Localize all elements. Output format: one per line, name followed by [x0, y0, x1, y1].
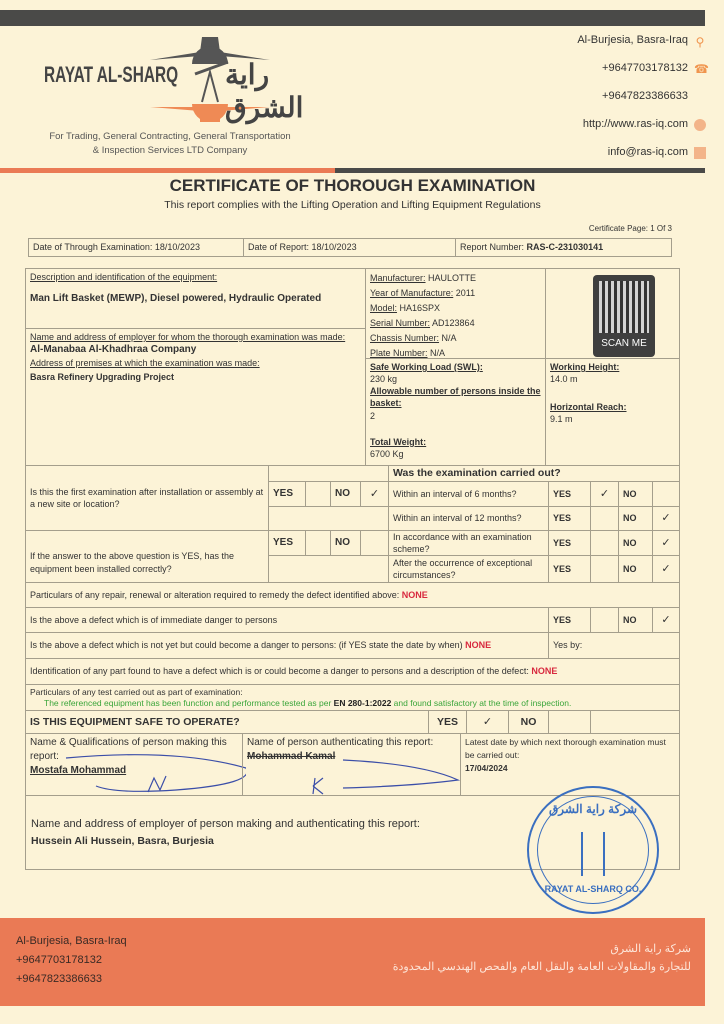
- load-cell: [365, 358, 546, 466]
- page-subtitle: This report complies with the Lifting Operation and Lifting Equipment Regulations: [164, 199, 541, 211]
- maker-label: Name & Qualifications of person making this report:: [30, 737, 227, 762]
- plate: N/A: [427, 348, 446, 358]
- qr-pattern-icon: [599, 281, 649, 333]
- immediate-yes-box[interactable]: [590, 607, 619, 633]
- installed-no-box[interactable]: [360, 530, 389, 556]
- exam-no-box[interactable]: ✓: [652, 555, 680, 583]
- year: 2011: [453, 288, 476, 298]
- next-exam-label: Latest date by which next thorough examination must be carried out:: [465, 737, 666, 760]
- not-yet-label: Is the above a defect which is not yet but could become a danger to persons: (if YES state the date by when): [30, 640, 463, 651]
- footer-contacts: [16, 932, 127, 989]
- next-exam-cell: [460, 733, 680, 796]
- stamp-text-en: RAYAT AL-SHARQ CO.: [544, 884, 642, 894]
- first-no: NO: [330, 481, 361, 507]
- first-exam-question: Is this the first examination after installation or assembly at a new site or location?: [25, 465, 269, 531]
- repair-row: [25, 582, 680, 608]
- swl-label: Safe Working Load (SWL):: [370, 362, 483, 372]
- divider-dark: [335, 168, 705, 173]
- installed-question: If the answer to the above question is YES, has the equipment been installed correctly?: [25, 530, 269, 583]
- premises-label: Address of premises at which the examination was made:: [30, 357, 260, 368]
- employer-name: Al-Manabaa Al-Khadhraa Company: [30, 344, 197, 356]
- tests-standard: EN 280-1:2022: [333, 698, 392, 708]
- header-address: Al-Burjesia, Basra-Iraq: [577, 34, 688, 46]
- not-yet-danger-row: [25, 632, 549, 659]
- exam-date: Date of Through Examination: 18/10/2023: [28, 238, 244, 257]
- immediate-yes: YES: [548, 607, 591, 633]
- header-phone-2: +9647823386633: [602, 90, 688, 102]
- installed-yes-box[interactable]: [305, 530, 331, 556]
- header-phone-1: +9647703178132: [602, 62, 688, 74]
- immediate-no: NO: [618, 607, 653, 633]
- identification-value: NONE: [531, 666, 558, 677]
- identification-row: [25, 658, 680, 685]
- divider-orange: [0, 168, 335, 173]
- manufacturer: HAULOTTE: [425, 273, 477, 283]
- model: HA16SPX: [397, 303, 441, 313]
- employer-cell: [25, 328, 366, 466]
- desc-label: Description and identification of the equipment:: [30, 272, 218, 282]
- immediate-danger-question: Is the above a defect which is of immediate danger to persons: [25, 607, 549, 633]
- height-cell: [545, 358, 680, 466]
- report-date: Date of Report: 18/10/2023: [243, 238, 456, 257]
- tests-text-2: and found satisfactory at the time of inspection.: [391, 698, 572, 708]
- maker-signature-icon: [56, 750, 246, 796]
- report-number-label: Report Number:: [460, 242, 525, 253]
- chassis: N/A: [439, 333, 457, 343]
- exam-heading: Was the examination carried out?: [388, 465, 680, 482]
- weight-label: Total Weight:: [370, 436, 427, 447]
- exam-no-box[interactable]: ✓: [652, 506, 680, 531]
- exam-yes-box[interactable]: [590, 506, 619, 531]
- exam-interval-question: In accordance with an examination scheme?: [388, 530, 549, 556]
- footer-arabic-desc: للتجارة والمقاولات العامة والنقل العام والفحص الهندسي المحدودة: [392, 961, 691, 973]
- authenticator-cell: [242, 733, 461, 796]
- blank-cell: [590, 710, 680, 734]
- exam-yes-label: YES: [548, 481, 591, 507]
- auth-name: Mohammad Kamal: [247, 751, 336, 762]
- envelope-icon: [694, 147, 706, 159]
- exam-interval-question: Within an interval of 6 months?: [388, 481, 549, 507]
- equipment-description: Man Lift Basket (MEWP), Diesel powered, Hydraulic Operated: [30, 293, 322, 305]
- header-email[interactable]: info@ras-iq.com: [607, 146, 688, 158]
- safe-yes-check[interactable]: ✓: [466, 710, 509, 734]
- exam-interval-question: Within an interval of 12 months?: [388, 506, 549, 531]
- height-label: Working Height:: [550, 362, 620, 372]
- reach-label: Horizontal Reach:: [550, 402, 627, 413]
- exam-no-box[interactable]: ✓: [652, 530, 680, 556]
- exam-no-label: NO: [618, 555, 653, 583]
- exam-no-label: NO: [618, 530, 653, 556]
- tagline-line-2: & Inspection Services LTD Company: [92, 145, 248, 156]
- plate-label: Plate Number:: [370, 348, 428, 358]
- exam-no-label: NO: [618, 506, 653, 531]
- footer-address: Al-Burjesia, Basra-Iraq: [16, 935, 127, 947]
- employer-label: Name and address of employer for whom the thorough examination was made:: [30, 332, 346, 342]
- safe-question: IS THIS EQUIPMENT SAFE TO OPERATE?: [25, 710, 429, 734]
- stamp-derrick-icon: [581, 832, 605, 876]
- model-label: Model:: [370, 303, 398, 313]
- first-yes: YES: [268, 481, 306, 507]
- immediate-no-check[interactable]: ✓: [652, 607, 680, 633]
- weight: 6700 Kg: [370, 448, 404, 459]
- tagline: [30, 130, 310, 158]
- employer-person: Hussein Ali Hussein, Basra, Burjesia: [31, 835, 214, 847]
- premises: Basra Refinery Upgrading Project: [30, 371, 175, 382]
- maker-cell: [25, 733, 243, 796]
- logo-text-en: RAYAT AL-SHARQ: [44, 62, 179, 87]
- scan-me-label: SCAN ME: [601, 338, 647, 349]
- phone-icon: ☎: [694, 62, 709, 76]
- exam-yes-box[interactable]: [590, 555, 619, 583]
- qr-code[interactable]: [593, 275, 655, 357]
- footer-arabic: [393, 940, 691, 976]
- not-yet-value: NONE: [465, 640, 492, 651]
- blank-cell: [268, 465, 389, 482]
- exam-yes-box[interactable]: ✓: [590, 481, 619, 507]
- serial-label: Serial Number:: [370, 318, 431, 328]
- safe-no: NO: [508, 710, 549, 734]
- chassis-label: Chassis Number:: [370, 333, 440, 343]
- equipment-specs-cell: [365, 268, 546, 359]
- auth-signature-icon: [263, 756, 463, 796]
- footer: [0, 918, 705, 1006]
- safe-no-box[interactable]: [548, 710, 591, 734]
- exam-yes-box[interactable]: [590, 530, 619, 556]
- tests-label: Particulars of any test carried out as part of examination:: [30, 687, 243, 697]
- report-number-value: RAS-C-231030141: [526, 242, 604, 253]
- location-pin-icon: ⚲: [695, 35, 705, 49]
- serial: AD123864: [430, 318, 475, 328]
- swl: 230 kg: [370, 374, 398, 385]
- tests-text-1: The referenced equipment has been function and performance tested as per: [44, 698, 334, 708]
- footer-phone-2: +9647823386633: [16, 973, 102, 985]
- stamp-text-ar: شركة راية الشرق: [548, 802, 638, 816]
- yes-by[interactable]: Yes by:: [548, 632, 680, 659]
- exam-yes-label: YES: [548, 506, 591, 531]
- globe-icon: [694, 119, 706, 131]
- employer-person-label: Name and address of employer of person making and authenticating this report:: [31, 818, 420, 830]
- tests-description: [30, 698, 675, 709]
- next-exam-date: 17/04/2024: [465, 763, 508, 773]
- report-number: [455, 238, 672, 257]
- equipment-description-cell: [25, 268, 366, 329]
- reach: 9.1 m: [550, 414, 573, 425]
- auth-label: Name of person authenticating this report:: [247, 737, 434, 748]
- maker-name: Mostafa Mohammad: [30, 765, 127, 776]
- exam-no-label: NO: [618, 481, 653, 507]
- installed-no: NO: [330, 530, 361, 556]
- exam-yes-label: YES: [548, 530, 591, 556]
- certificate-page: Certificate Page: 1 Of 3: [588, 224, 672, 233]
- identification-label: Identification of any part found to have a defect which is or could become a danger to persons and a description of the defect:: [30, 666, 529, 677]
- persons-label: Allowable number of persons inside the basket:: [370, 386, 541, 409]
- first-yes-box[interactable]: [305, 481, 331, 507]
- height: 14.0 m: [550, 374, 578, 385]
- tagline-line-1: For Trading, General Contracting, General Transportation: [49, 131, 291, 142]
- qr-cell: [545, 268, 680, 359]
- first-no-check[interactable]: ✓: [360, 481, 389, 507]
- year-label: Year of Manufacture:: [370, 288, 454, 298]
- installed-yes: YES: [268, 530, 306, 556]
- repair-value: NONE: [401, 589, 428, 600]
- footer-phone-1: +9647703178132: [16, 954, 102, 966]
- logo: [40, 32, 340, 132]
- tests-row: [25, 684, 680, 711]
- blank-cell: [268, 555, 389, 583]
- top-bar: [0, 10, 705, 26]
- repair-label: Particulars of any repair, renewal or alteration required to remedy the defect identified above:: [30, 589, 400, 600]
- company-stamp: [527, 786, 659, 914]
- footer-arabic-name: شركة راية الشرق: [610, 943, 691, 955]
- page-title: CERTIFICATE OF THOROUGH EXAMINATION: [169, 176, 536, 195]
- exam-no-box[interactable]: [652, 481, 680, 507]
- blank-cell: [268, 506, 389, 531]
- manufacturer-label: Manufacturer:: [370, 273, 426, 283]
- persons: 2: [370, 410, 376, 421]
- exam-yes-label: YES: [548, 555, 591, 583]
- logo-text-ar: راية الشرق: [225, 59, 304, 123]
- exam-interval-question: After the occurrence of exceptional circumstances?: [388, 555, 549, 583]
- safe-yes: YES: [428, 710, 467, 734]
- header-website[interactable]: http://www.ras-iq.com: [582, 118, 688, 130]
